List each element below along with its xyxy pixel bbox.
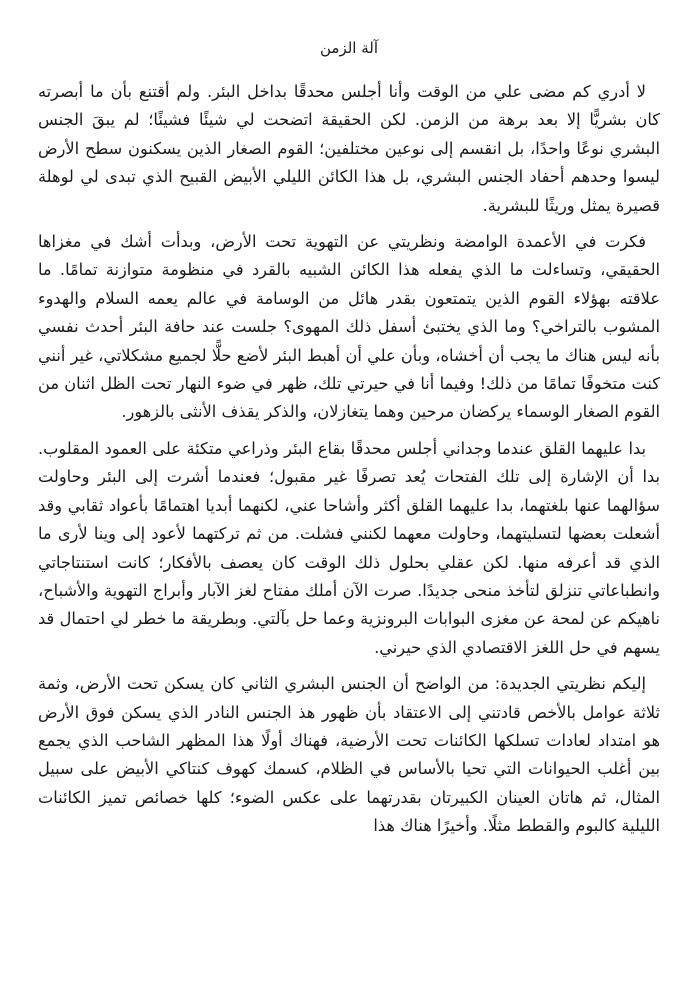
- paragraph-4: إليكم نظريتي الجديدة: من الواضح أن الجنس البشري الثاني كان يسكن تحت الأرض، وثمة ثلاثة عوامل بالأخص قادتني إلى الاعتقاد بأن ظهور هذ الجنس النادر الذي يسكن فوق الأرض هو امتداد لعادات تسلكها الكائنات تحت الأرضية، فهناك أولًا هذا المظهر الشاحب الذي يجمع بين أغلب الحيوانات التي تحيا بالأساس في الظلام، كسمك كهوف كنتاكي الأبيض على سبيل المثال، ثم هاتان العينان الكبيرتان بقدرتهما على عكس الضوء؛ كلها خصائص تميز الكائنات الليلية كالبوم والقطط مثلًا. وأخيرًا هناك هذا: [38, 674, 660, 836]
- paragraph-1: لا أدري كم مضى علي من الوقت وأنا أجلس محدقًا بداخل البئر. ولم أقتنع بأن ما أبصرته كان بشريًّا إلا بعد برهة من الزمن. لكن الحقيقة اتضحت لي شيئًا فشيئًا؛ لم يبقَ الجنس البشري نوعًا واحدًا، بل انقسم إلى نوعين مختلفين؛ القوم الصغار الذين يسكنون سطح الأرض ليسوا وحدهم أحفاد الجنس البشري، بل هذا الكائن الليلي الأبيض القبيح الذي تبدى لي لوهلة قصيرة يمثل وريثًا للبشرية.: [38, 82, 660, 215]
- running-header: آلة الزمن: [319, 39, 378, 57]
- body-text: [38, 78, 660, 841]
- paragraph-2: فكرت في الأعمدة الوامضة ونظريتي عن التهوية تحت الأرض، وبدأت أشك في مغزاها الحقيقي، وتساءلت ما الذي يفعله هذا الكائن الشبيه بالقرد في منظومة متوازنة تمامًا. ما علاقته بهؤلاء القوم الذين يتمتعون بقدر هائل من الوسامة في عالم يعمه السلام والهدوء المشوب بالتراخي؟ وما الذي يختبئ أسفل ذلك المهوى؟ جلست عند حافة البئر أحدث نفسي بأنه ليس هناك ما يجب أن أخشاه، وبأن علي أن أهبط البئر لأضع حلًّا لجميع مشكلاتي، غير أنني كنت متخوفًا تمامًا من ذلك! وفيما أنا في حيرتي تلك، ظهر في ضوء النهار تحت الظل اثنان من القوم الصغار الوسماء يركضان مرحين وهما يتغازلان، والذكر يقذف الأنثى بالزهور.: [38, 232, 660, 422]
- paragraph-3: بدا عليهما القلق عندما وجداني أجلس محدقًا بقاع البئر وذراعي متكئة على العمود المقلوب. بدا أن الإشارة إلى تلك الفتحات يُعد تصرفًا غير مقبول؛ فعندما أشرت إلى البئر وحاولت سؤالهما عنها بلغتهما، بدا عليهما القلق أكثر وأشاحا عني، لكنهما أبديا اهتمامًا بأعواد ثقابي وقد أشعلت بعضها لتسليتهما، وحاولت معهما لكنني فشلت. من ثم تركتهما لأعود إلى وينا لأرى ما الذي قد أعرفه منها. لكن عقلي بحلول ذلك الوقت كان يعصف بالأفكار؛ كانت استنتاجاتي وانطباعاتي تنزلق لتأخذ منحى جديدًا. صرت الآن أملك مفتاح لغز الآبار وأبراج التهوية والأشباح، ناهيكم عن لمحة عن مغزى البوابات البرونزية وعما حل بآلتي. وبطريقة ما خطر لي احتمال قد يسهم في حل اللغز الاقتصادي الذي حيرني.: [38, 438, 660, 657]
